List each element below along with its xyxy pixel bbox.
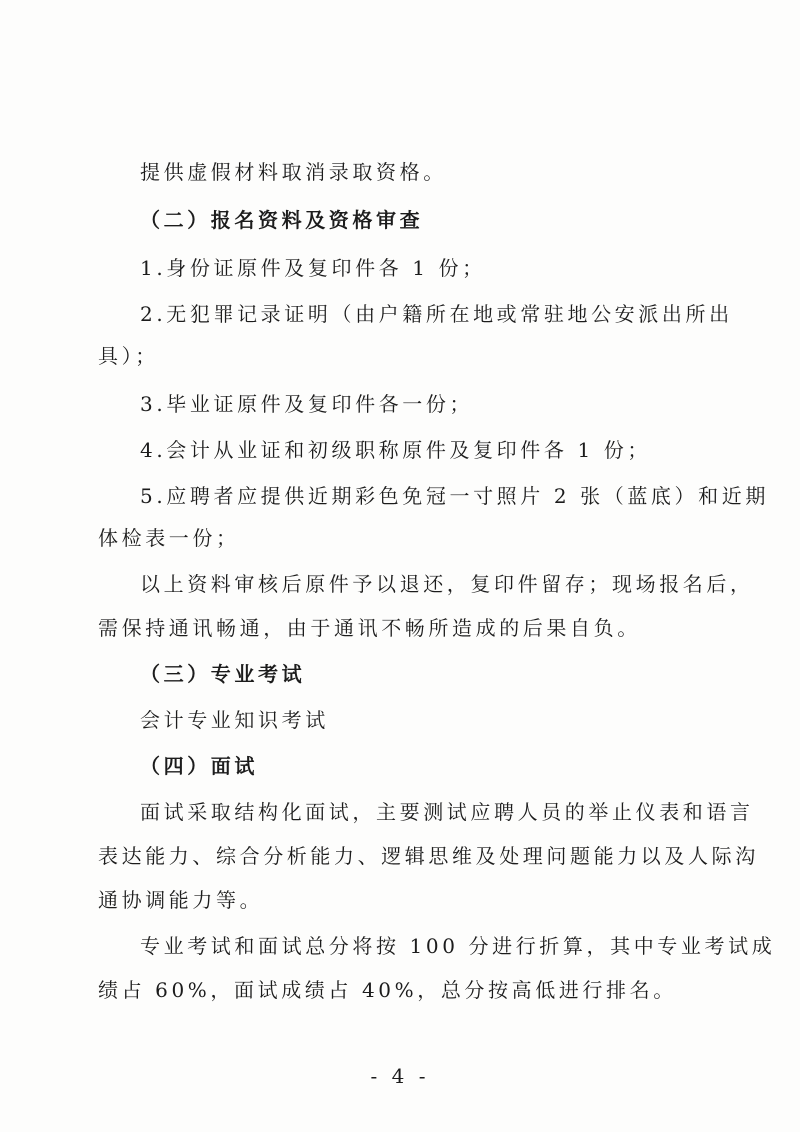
note-line-1: 以上资料审核后原件予以退还，复印件留存；现场报名后， — [140, 572, 754, 596]
paragraph-continuation: 提供虚假材料取消录取资格。 — [140, 160, 447, 184]
list-item-3: 3.毕业证原件及复印件各一份； — [140, 392, 474, 416]
list-item-4: 4.会计从业证和初级职称原件及复印件各 1 份； — [140, 438, 651, 462]
list-item-2-line-2: 具）； — [98, 344, 159, 368]
page-number: - 4 - — [370, 1064, 430, 1088]
list-item-1: 1.身份证原件及复印件各 1 份； — [140, 256, 486, 280]
score-line-1: 专业考试和面试总分将按 100 分进行折算，其中专业考试成 — [140, 934, 776, 958]
score-line-2: 绩占 60%，面试成绩占 40%，总分按高低进行排名。 — [98, 978, 677, 1002]
section-3-heading: （三）专业考试 — [140, 662, 306, 686]
note-line-2: 需保持通讯畅通，由于通讯不畅所造成的后果自负。 — [98, 616, 641, 640]
section-2-heading: （二）报名资料及资格审查 — [140, 208, 424, 232]
interview-line-1: 面试采取结构化面试，主要测试应聘人员的举止仪表和语言 — [140, 800, 754, 824]
list-item-5-line-2: 体检表一份； — [98, 526, 240, 550]
section-4-heading: （四）面试 — [140, 754, 258, 778]
section-3-body: 会计专业知识考试 — [140, 708, 329, 732]
list-item-5-line-1: 5.应聘者应提供近期彩色免冠一寸照片 2 张（蓝底）和近期 — [140, 484, 769, 508]
interview-line-3: 通协调能力等。 — [98, 888, 264, 912]
list-item-2-line-1: 2.无犯罪记录证明（由户籍所在地或常驻地公安派出所出 — [140, 302, 733, 326]
interview-line-2: 表达能力、综合分析能力、逻辑思维及处理问题能力以及人际沟 — [98, 844, 759, 868]
